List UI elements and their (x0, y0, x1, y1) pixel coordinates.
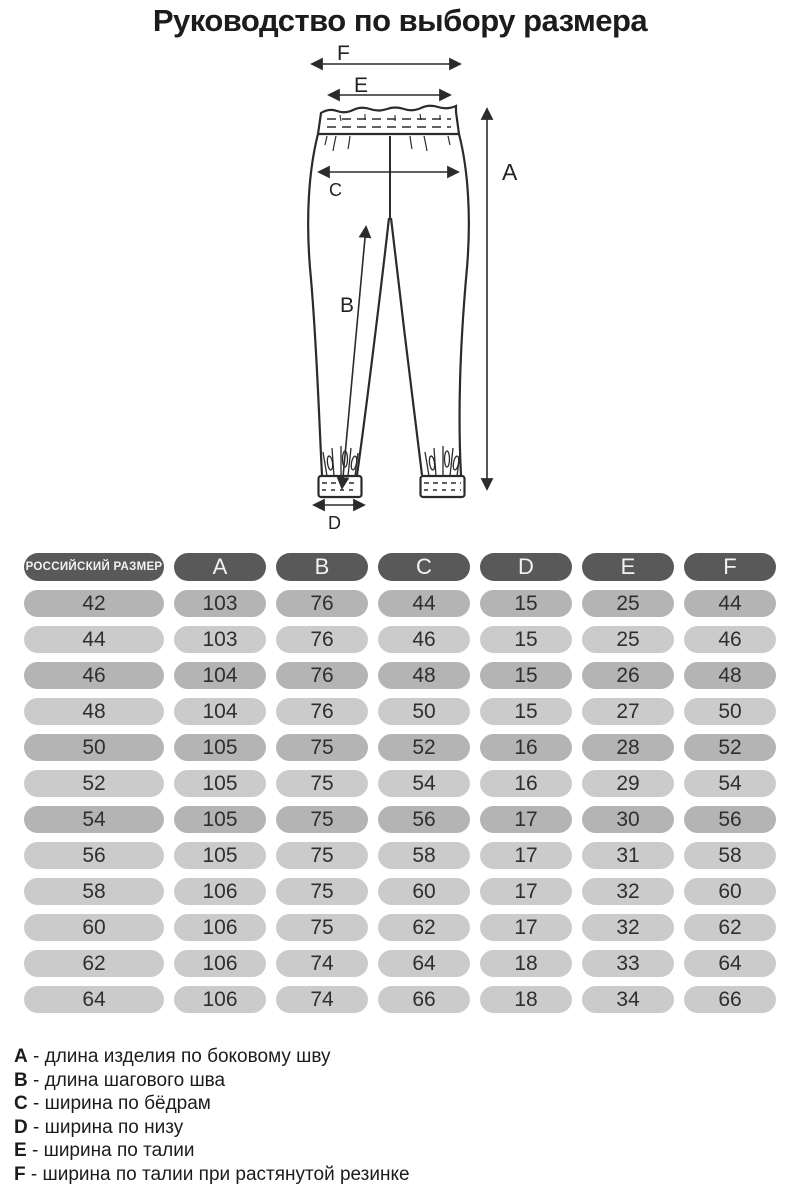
value-cell: 52 (378, 734, 470, 761)
size-cell: 52 (24, 770, 164, 797)
value-cell: 76 (276, 662, 368, 689)
value-cell: 74 (276, 986, 368, 1013)
value-cell: 50 (378, 698, 470, 725)
value-cell: 15 (480, 662, 572, 689)
pants-diagram (0, 39, 800, 539)
value-cell: 30 (582, 806, 674, 833)
value-cell: 15 (480, 626, 572, 653)
value-cell: 105 (174, 806, 266, 833)
value-cell: 32 (582, 878, 674, 905)
value-cell: 103 (174, 626, 266, 653)
value-cell: 60 (684, 878, 776, 905)
header-a: A (174, 553, 266, 581)
value-cell: 75 (276, 734, 368, 761)
value-cell: 29 (582, 770, 674, 797)
value-cell: 25 (582, 626, 674, 653)
size-cell: 46 (24, 662, 164, 689)
label-d: D (328, 513, 341, 533)
value-cell: 28 (582, 734, 674, 761)
label-b: B (340, 294, 355, 317)
value-cell: 75 (276, 842, 368, 869)
header-b: B (276, 553, 368, 581)
value-cell: 56 (684, 806, 776, 833)
value-cell: 46 (684, 626, 776, 653)
value-cell: 18 (480, 986, 572, 1013)
value-cell: 26 (582, 662, 674, 689)
value-cell: 106 (174, 950, 266, 977)
legend (14, 1045, 800, 1186)
value-cell: 75 (276, 878, 368, 905)
size-cell: 60 (24, 914, 164, 941)
value-cell: 76 (276, 626, 368, 653)
value-cell: 31 (582, 842, 674, 869)
value-cell: 62 (378, 914, 470, 941)
value-cell: 60 (378, 878, 470, 905)
header-d: D (480, 553, 572, 581)
value-cell: 106 (174, 986, 266, 1013)
legend-line-a: A - длина изделия по боковому шву (14, 1046, 331, 1067)
value-cell: 16 (480, 770, 572, 797)
value-cell: 34 (582, 986, 674, 1013)
value-cell: 56 (378, 806, 470, 833)
value-cell: 62 (684, 914, 776, 941)
value-cell: 75 (276, 914, 368, 941)
value-cell: 50 (684, 698, 776, 725)
value-cell: 46 (378, 626, 470, 653)
value-cell: 64 (378, 950, 470, 977)
value-cell: 48 (684, 662, 776, 689)
value-cell: 64 (684, 950, 776, 977)
value-cell: 54 (378, 770, 470, 797)
value-cell: 48 (378, 662, 470, 689)
value-cell: 103 (174, 590, 266, 617)
size-cell: 62 (24, 950, 164, 977)
size-cell: 44 (24, 626, 164, 653)
value-cell: 44 (684, 590, 776, 617)
cuffs (319, 476, 465, 497)
value-cell: 106 (174, 914, 266, 941)
value-cell: 74 (276, 950, 368, 977)
label-c: C (329, 180, 342, 200)
legend-line-e: E - ширина по талии (14, 1140, 195, 1161)
value-cell: 54 (684, 770, 776, 797)
header-e: E (582, 553, 674, 581)
value-cell: 66 (378, 986, 470, 1013)
legend-line-d: D - ширина по низу (14, 1116, 184, 1138)
value-cell: 58 (684, 842, 776, 869)
pants-drawing (0, 39, 800, 539)
value-cell: 16 (480, 734, 572, 761)
value-cell: 52 (684, 734, 776, 761)
value-cell: 15 (480, 590, 572, 617)
value-cell: 105 (174, 770, 266, 797)
size-cell: 48 (24, 698, 164, 725)
value-cell: 32 (582, 914, 674, 941)
legend-line-c: C - ширина по бёдрам (14, 1093, 211, 1114)
value-cell: 44 (378, 590, 470, 617)
size-table (24, 553, 776, 1013)
value-cell: 106 (174, 878, 266, 905)
size-cell: 64 (24, 986, 164, 1013)
header-russian-size: РОССИЙСКИЙ РАЗМЕР (24, 553, 164, 581)
value-cell: 33 (582, 950, 674, 977)
waistband (318, 106, 459, 134)
label-a: A (502, 159, 518, 185)
value-cell: 104 (174, 698, 266, 725)
size-cell: 56 (24, 842, 164, 869)
header-f: F (684, 553, 776, 581)
value-cell: 17 (480, 842, 572, 869)
size-cell: 58 (24, 878, 164, 905)
value-cell: 18 (480, 950, 572, 977)
value-cell: 76 (276, 590, 368, 617)
value-cell: 75 (276, 770, 368, 797)
value-cell: 17 (480, 806, 572, 833)
label-f: F (337, 42, 350, 65)
size-cell: 54 (24, 806, 164, 833)
value-cell: 104 (174, 662, 266, 689)
value-cell: 66 (684, 986, 776, 1013)
size-cell: 42 (24, 590, 164, 617)
legend-line-f: F - ширина по талии при растянутой резинке (14, 1163, 410, 1185)
page-title: Руководство по выбору размера (152, 3, 648, 38)
label-e: E (354, 74, 369, 97)
value-cell: 17 (480, 914, 572, 941)
value-cell: 58 (378, 842, 470, 869)
value-cell: 17 (480, 878, 572, 905)
value-cell: 76 (276, 698, 368, 725)
size-cell: 50 (24, 734, 164, 761)
legend-line-b: B - длина шагового шва (14, 1069, 226, 1091)
value-cell: 27 (582, 698, 674, 725)
value-cell: 105 (174, 734, 266, 761)
value-cell: 15 (480, 698, 572, 725)
header-c: C (378, 553, 470, 581)
value-cell: 75 (276, 806, 368, 833)
value-cell: 25 (582, 590, 674, 617)
value-cell: 105 (174, 842, 266, 869)
